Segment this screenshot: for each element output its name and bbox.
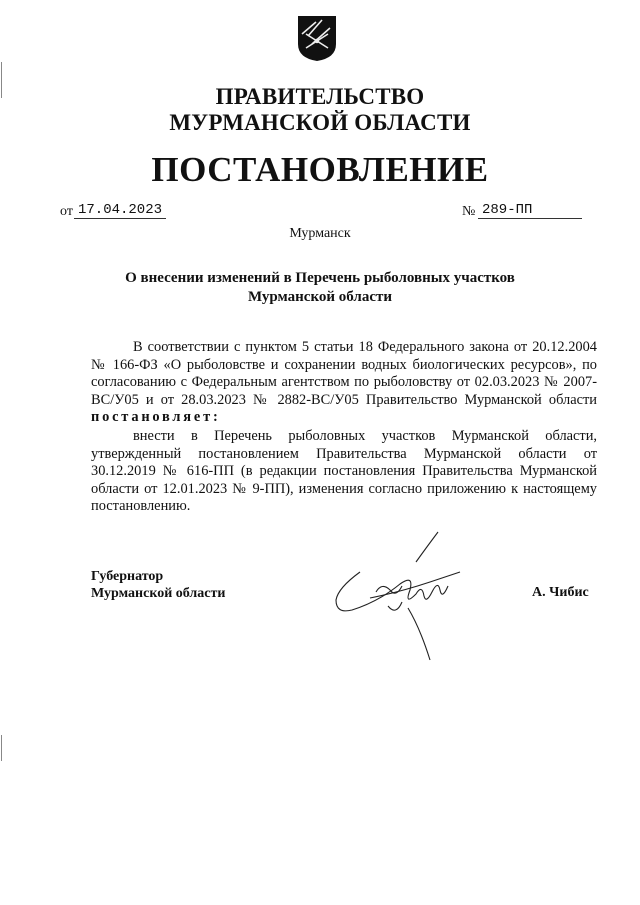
handwritten-signature: [330, 528, 480, 668]
government-name: [0, 84, 640, 136]
operative-paragraph: внести в Перечень рыболовных участков Мурманской области, утвержденный постановлением Правительства Мурманской области от 30.12.2019 № 616-ПП (в редакции постановления Правительства Мурманской области от 12.01.2023 № 9-ПП), изменения согласно приложению к настоящему постановлению.: [91, 428, 597, 515]
document-type: ПОСТАНОВЛЕНИЕ: [151, 150, 489, 189]
number-label: №: [462, 204, 476, 219]
signatory-name: А. Чибис: [532, 585, 589, 600]
document-date: 17.04.2023: [74, 202, 166, 219]
government-line1: ПРАВИТЕЛЬСТВО: [215, 84, 425, 109]
scan-edge-mark-bottom: [1, 735, 2, 761]
decree-word: постановляет:: [91, 409, 221, 426]
subject-line1: О внесении изменений в Перечень рыболовных участков: [125, 270, 515, 286]
document-subject: [0, 269, 640, 307]
government-line2: МУРМАНСКОЙ ОБЛАСТИ: [169, 110, 471, 135]
city: Мурманск: [289, 226, 351, 241]
coat-of-arms-icon: [296, 14, 338, 62]
preamble-text: В соответствии с пунктом 5 статьи 18 Федерального закона от 20.12.2004 № 166-ФЗ «О рыболовстве и сохранении водных биологических ресурсов», по согласованию с Федеральным агентством по рыболовству от 02.03.2023 № 2007-ВС/У05 и от 28.03.2023 № 2882-ВС/У05 Правительство Мурманской области: [91, 339, 597, 408]
position-line1: Губернатор: [91, 569, 164, 584]
subject-line2: Мурманской области: [247, 289, 393, 305]
signatory-position: [91, 568, 225, 602]
date-label: от: [60, 204, 73, 219]
document-number: 289-ПП: [478, 202, 582, 219]
position-line2: Мурманской области: [91, 586, 226, 601]
preamble-paragraph: [91, 339, 597, 427]
